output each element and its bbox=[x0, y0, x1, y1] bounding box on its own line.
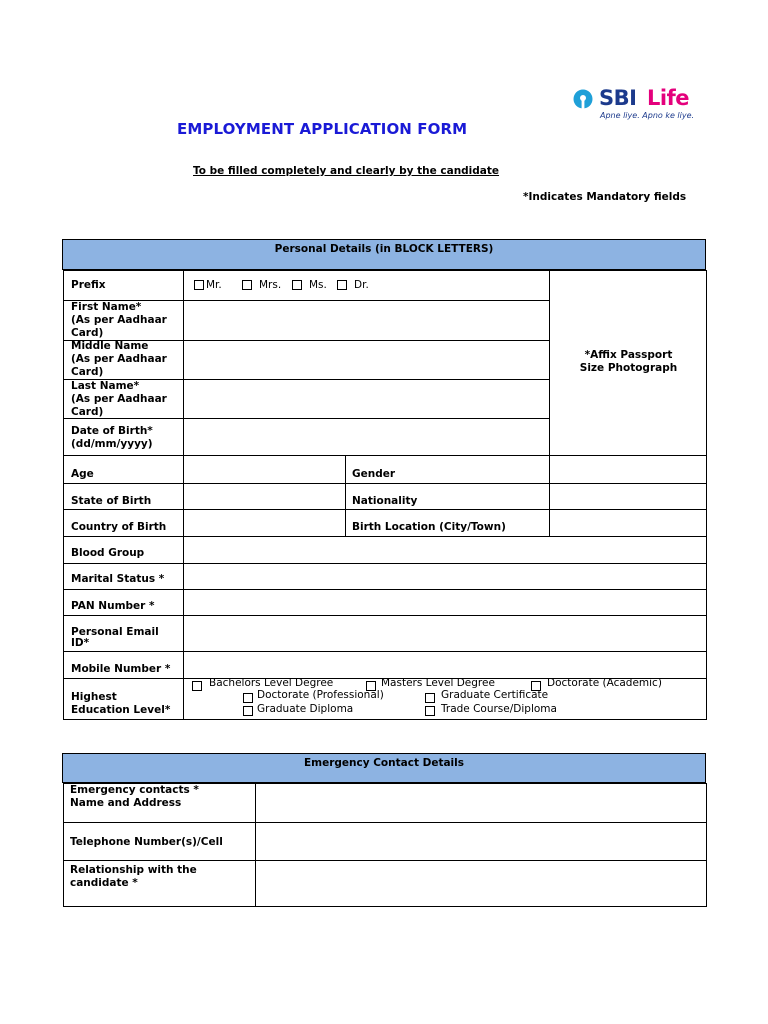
gender-field[interactable] bbox=[551, 457, 705, 482]
personal-details-header-text: Personal Details (in BLOCK LETTERS) bbox=[274, 243, 494, 255]
prefix-mrs-checkbox[interactable] bbox=[242, 280, 252, 290]
emergency-details-header bbox=[62, 753, 706, 783]
edu-graduate-certificate-checkbox[interactable] bbox=[425, 693, 435, 703]
mandatory-note: *Indicates Mandatory fields bbox=[523, 191, 687, 203]
emergency-contacts-label: Emergency contacts * Name and Address bbox=[70, 784, 199, 809]
birth-location-label: Birth Location (City/Town) bbox=[352, 521, 506, 533]
pan-number-field[interactable] bbox=[185, 591, 705, 614]
edu-graduate-certificate-label: Graduate Certificate bbox=[441, 689, 549, 701]
relationship-field[interactable] bbox=[257, 862, 705, 905]
prefix-ms-label: Ms. bbox=[309, 279, 327, 291]
edu-masters-label: Masters Level Degree bbox=[381, 677, 495, 689]
prefix-mr-label: Mr. bbox=[206, 279, 222, 291]
middle-name-field[interactable] bbox=[185, 342, 548, 378]
email-label: Personal Email ID* bbox=[71, 626, 159, 649]
blood-group-label: Blood Group bbox=[71, 547, 145, 559]
edu-bachelors-checkbox[interactable] bbox=[192, 681, 202, 691]
logo-tagline: Apne liye. Apno ke liye. bbox=[600, 111, 695, 120]
middle-name-label: Middle Name (As per Aadhaar Card) bbox=[71, 340, 167, 378]
relationship-label: Relationship with the candidate * bbox=[70, 864, 197, 889]
dob-field[interactable] bbox=[185, 420, 548, 454]
prefix-mrs-label: Mrs. bbox=[259, 279, 282, 291]
nationality-field[interactable] bbox=[551, 485, 705, 508]
first-name-label: First Name* (As per Aadhaar Card) bbox=[71, 301, 167, 339]
country-of-birth-field[interactable] bbox=[185, 511, 344, 535]
last-name-label: Last Name* (As per Aadhaar Card) bbox=[71, 380, 167, 418]
edu-trade-course-checkbox[interactable] bbox=[425, 706, 435, 716]
telephone-field[interactable] bbox=[257, 824, 705, 859]
country-of-birth-label: Country of Birth bbox=[71, 521, 167, 533]
form-subtitle: To be filled completely and clearly by the candidate bbox=[193, 165, 500, 177]
blood-group-field[interactable] bbox=[185, 538, 705, 562]
dob-label: Date of Birth* (dd/mm/yyyy) bbox=[71, 425, 153, 450]
logo-brand-sbi: SBI bbox=[599, 86, 637, 110]
prefix-dr-checkbox[interactable] bbox=[337, 280, 347, 290]
age-field[interactable] bbox=[185, 457, 344, 482]
logo-brand-life: Life bbox=[647, 86, 689, 110]
age-label: Age bbox=[71, 468, 94, 480]
prefix-mr-checkbox[interactable] bbox=[194, 280, 204, 290]
mobile-number-field[interactable] bbox=[185, 653, 705, 677]
education-level-label: Highest Education Level* bbox=[71, 691, 171, 716]
prefix-ms-checkbox[interactable] bbox=[292, 280, 302, 290]
prefix-label: Prefix bbox=[71, 279, 106, 291]
emergency-contacts-field[interactable] bbox=[257, 785, 705, 821]
marital-status-field[interactable] bbox=[185, 565, 705, 588]
first-name-field[interactable] bbox=[185, 302, 548, 339]
last-name-field[interactable] bbox=[185, 381, 548, 417]
edu-graduate-diploma-label: Graduate Diploma bbox=[257, 703, 354, 715]
telephone-label: Telephone Number(s)/Cell bbox=[70, 836, 223, 848]
birth-location-field[interactable] bbox=[551, 511, 705, 535]
prefix-dr-label: Dr. bbox=[354, 279, 369, 291]
gender-label: Gender bbox=[352, 468, 396, 480]
edu-trade-course-label: Trade Course/Diploma bbox=[441, 703, 557, 715]
emergency-details-header-text: Emergency Contact Details bbox=[303, 757, 465, 769]
state-of-birth-label: State of Birth bbox=[71, 495, 152, 507]
state-of-birth-field[interactable] bbox=[185, 485, 344, 508]
edu-doctorate-professional-label: Doctorate (Professional) bbox=[257, 689, 384, 701]
edu-bachelors-label: Bachelors Level Degree bbox=[209, 677, 334, 689]
form-title: EMPLOYMENT APPLICATION FORM bbox=[177, 120, 468, 138]
mobile-number-label: Mobile Number * bbox=[71, 663, 171, 675]
marital-status-label: Marital Status * bbox=[71, 573, 165, 585]
edu-doctorate-professional-checkbox[interactable] bbox=[243, 693, 253, 703]
pan-number-label: PAN Number * bbox=[71, 600, 155, 612]
edu-doctorate-academic-label: Doctorate (Academic) bbox=[547, 677, 662, 689]
edu-graduate-diploma-checkbox[interactable] bbox=[243, 706, 253, 716]
email-field[interactable] bbox=[185, 617, 705, 650]
passport-photo-box: *Affix Passport Size Photograph bbox=[579, 349, 678, 374]
nationality-label: Nationality bbox=[352, 495, 418, 507]
